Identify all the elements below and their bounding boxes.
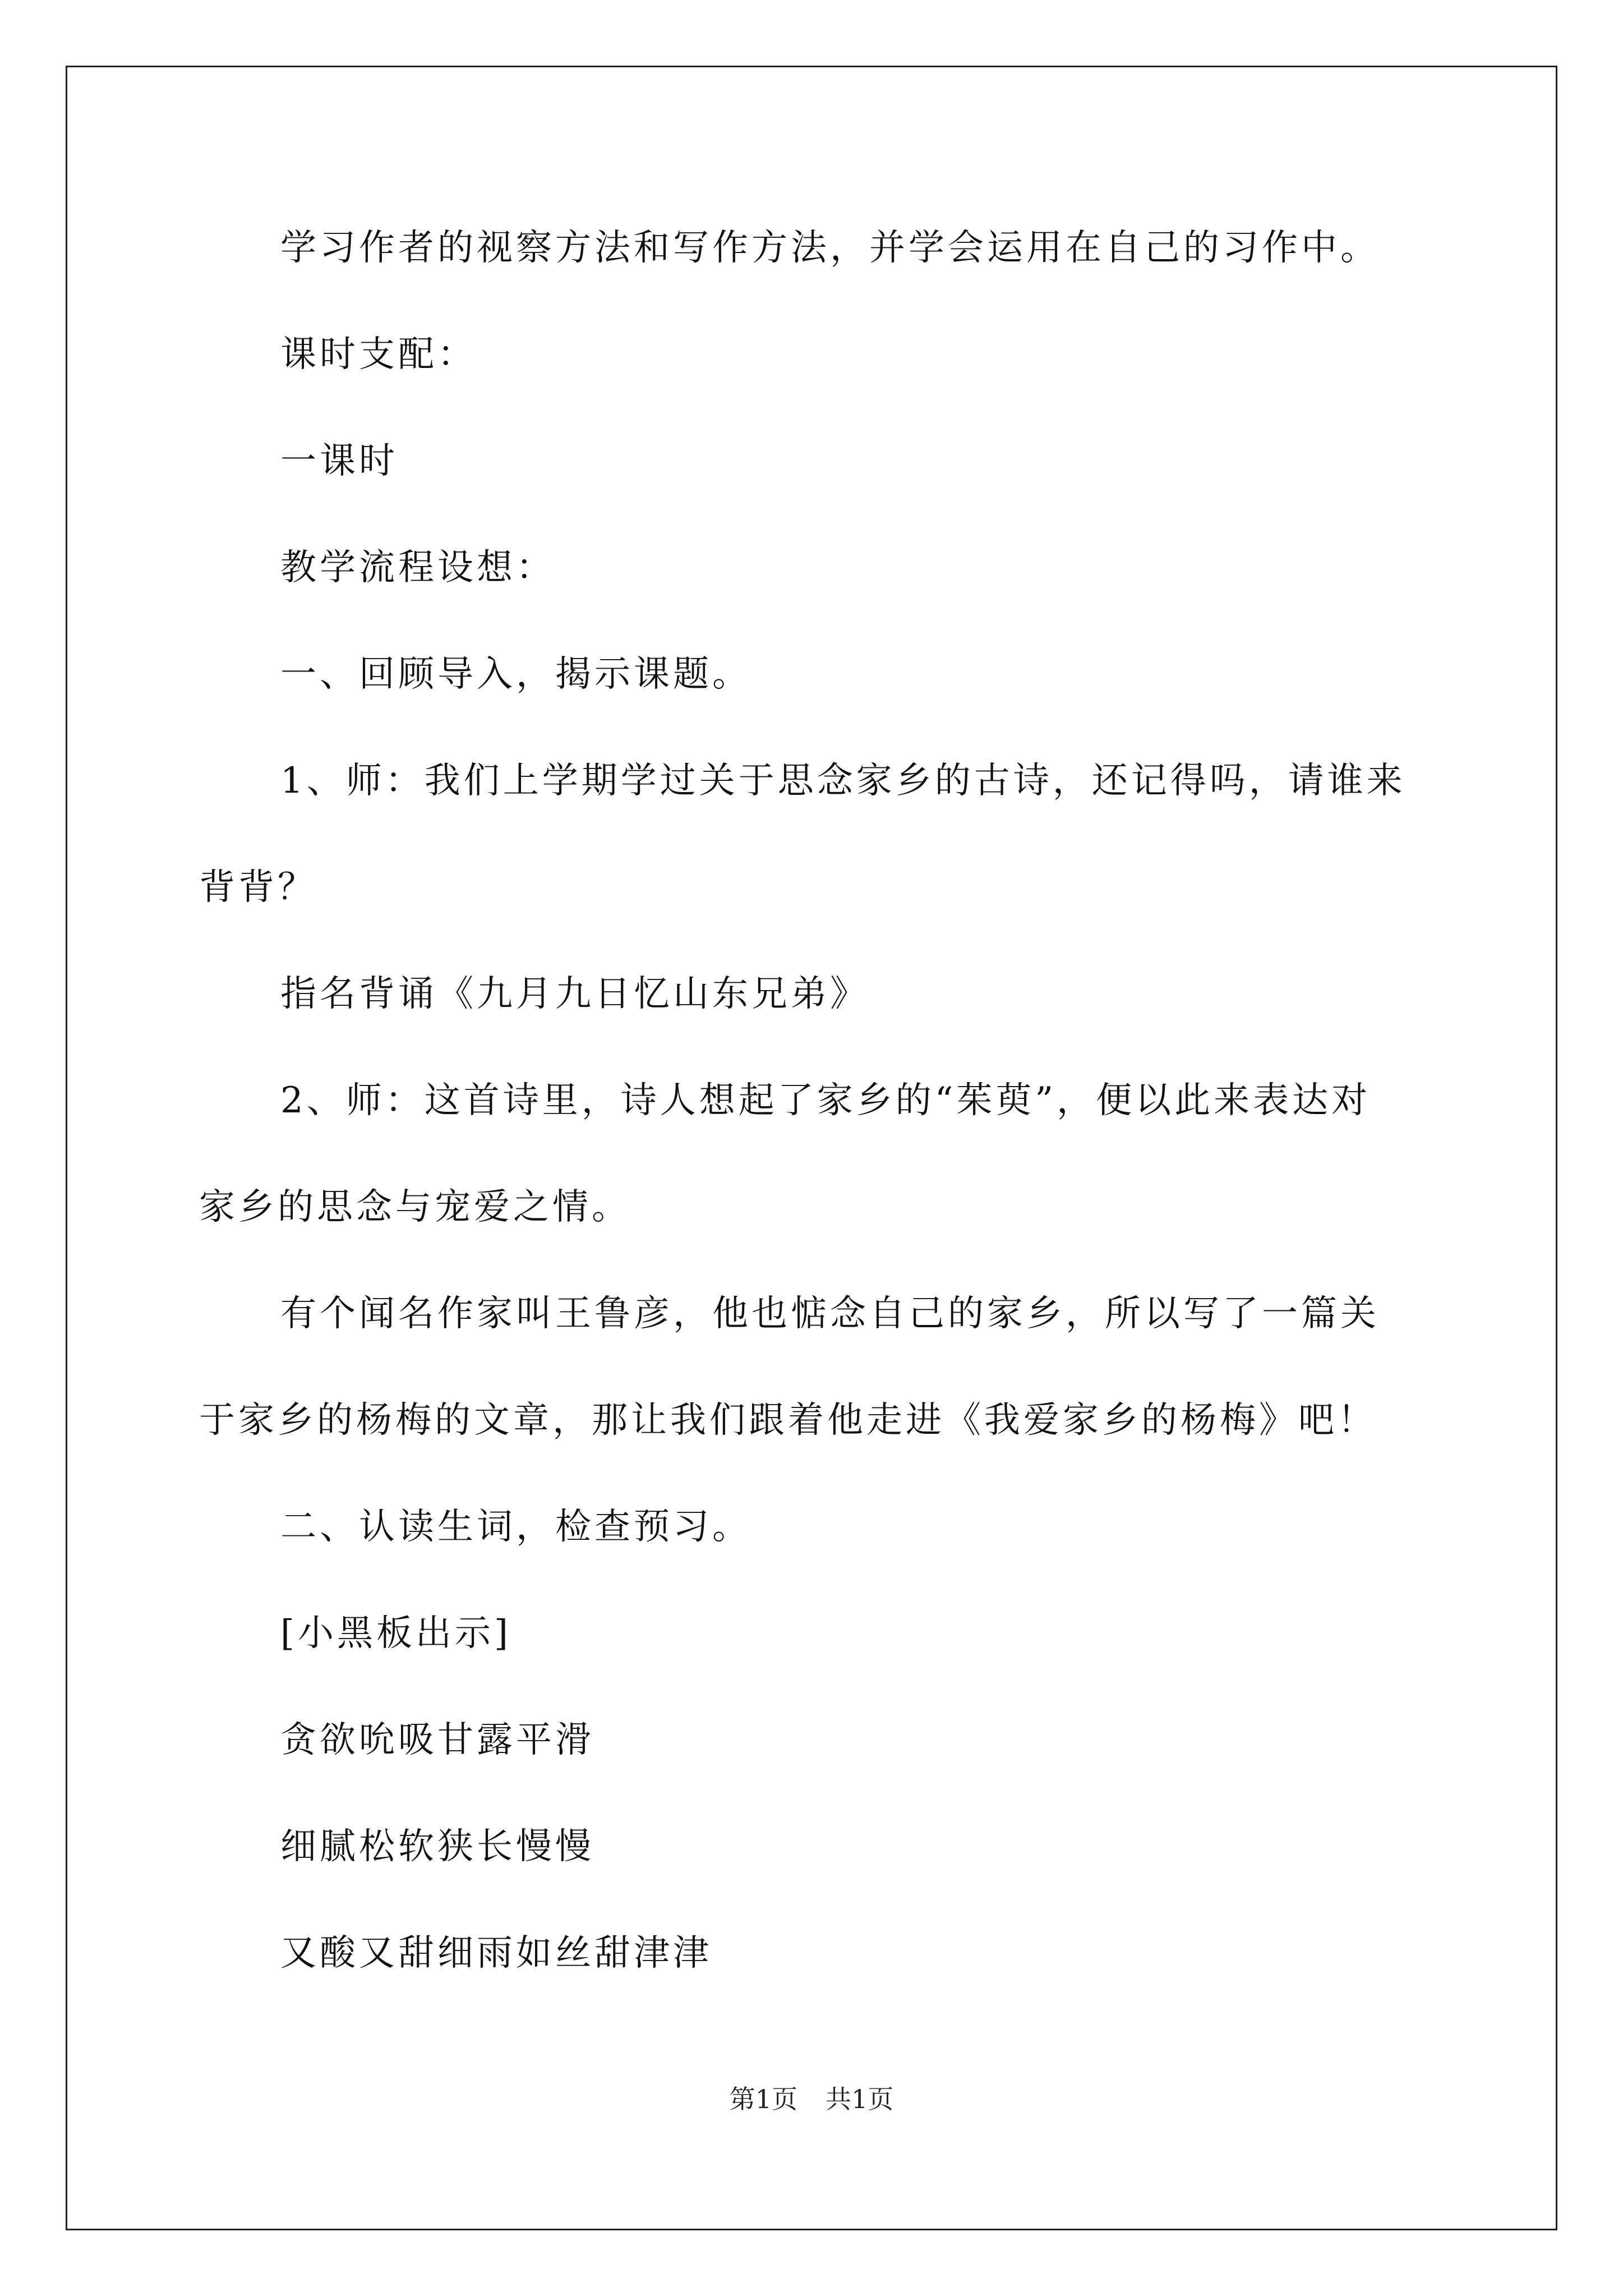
paragraph-line: 于家乡的杨梅的文章，那让我们跟着他走进《我爱家乡的杨梅》吧！ bbox=[199, 1400, 1377, 1441]
paragraph-line: 教学流程设想： bbox=[280, 547, 555, 588]
paragraph-line: 课时支配： bbox=[280, 334, 477, 375]
paragraph-line: 指名背诵《九月九日忆山东兄弟》 bbox=[280, 973, 869, 1015]
paragraph-line: [小黑板出示] bbox=[280, 1613, 511, 1654]
vocabulary-line: 又酸又甜细雨如丝甜津津 bbox=[280, 1932, 712, 1974]
section-heading: 一、回顾导入，揭示课题。 bbox=[280, 654, 751, 695]
vocabulary-line: 细腻松软狭长慢慢 bbox=[280, 1826, 594, 1867]
page-footer bbox=[0, 2082, 1623, 2116]
paragraph-line: 2、师：这首诗里，诗人想起了家乡的“茱萸”，便以此来表达对 bbox=[280, 1080, 1371, 1121]
paragraph-line: 一课时 bbox=[280, 440, 398, 482]
page-number: 第1页 bbox=[729, 2084, 797, 2114]
paragraph-line: 有个闻名作家叫王鲁彦，他也惦念自己的家乡，所以写了一篇关 bbox=[280, 1293, 1380, 1335]
page-border bbox=[66, 66, 1557, 2230]
paragraph-line: 家乡的思念与宠爱之情。 bbox=[199, 1186, 631, 1228]
vocabulary-line: 贪欲吮吸甘露平滑 bbox=[280, 1719, 594, 1761]
paragraph-line: 1、师：我们上学期学过关于思念家乡的古诗，还记得吗，请谁来 bbox=[280, 760, 1406, 802]
section-heading: 二、认读生词，检查预习。 bbox=[280, 1506, 751, 1548]
page-total: 共1页 bbox=[826, 2084, 894, 2114]
paragraph-line: 背背？ bbox=[199, 867, 317, 908]
paragraph-line: 学习作者的视察方法和写作方法，并学会运用在自己的习作中。 bbox=[280, 227, 1380, 269]
